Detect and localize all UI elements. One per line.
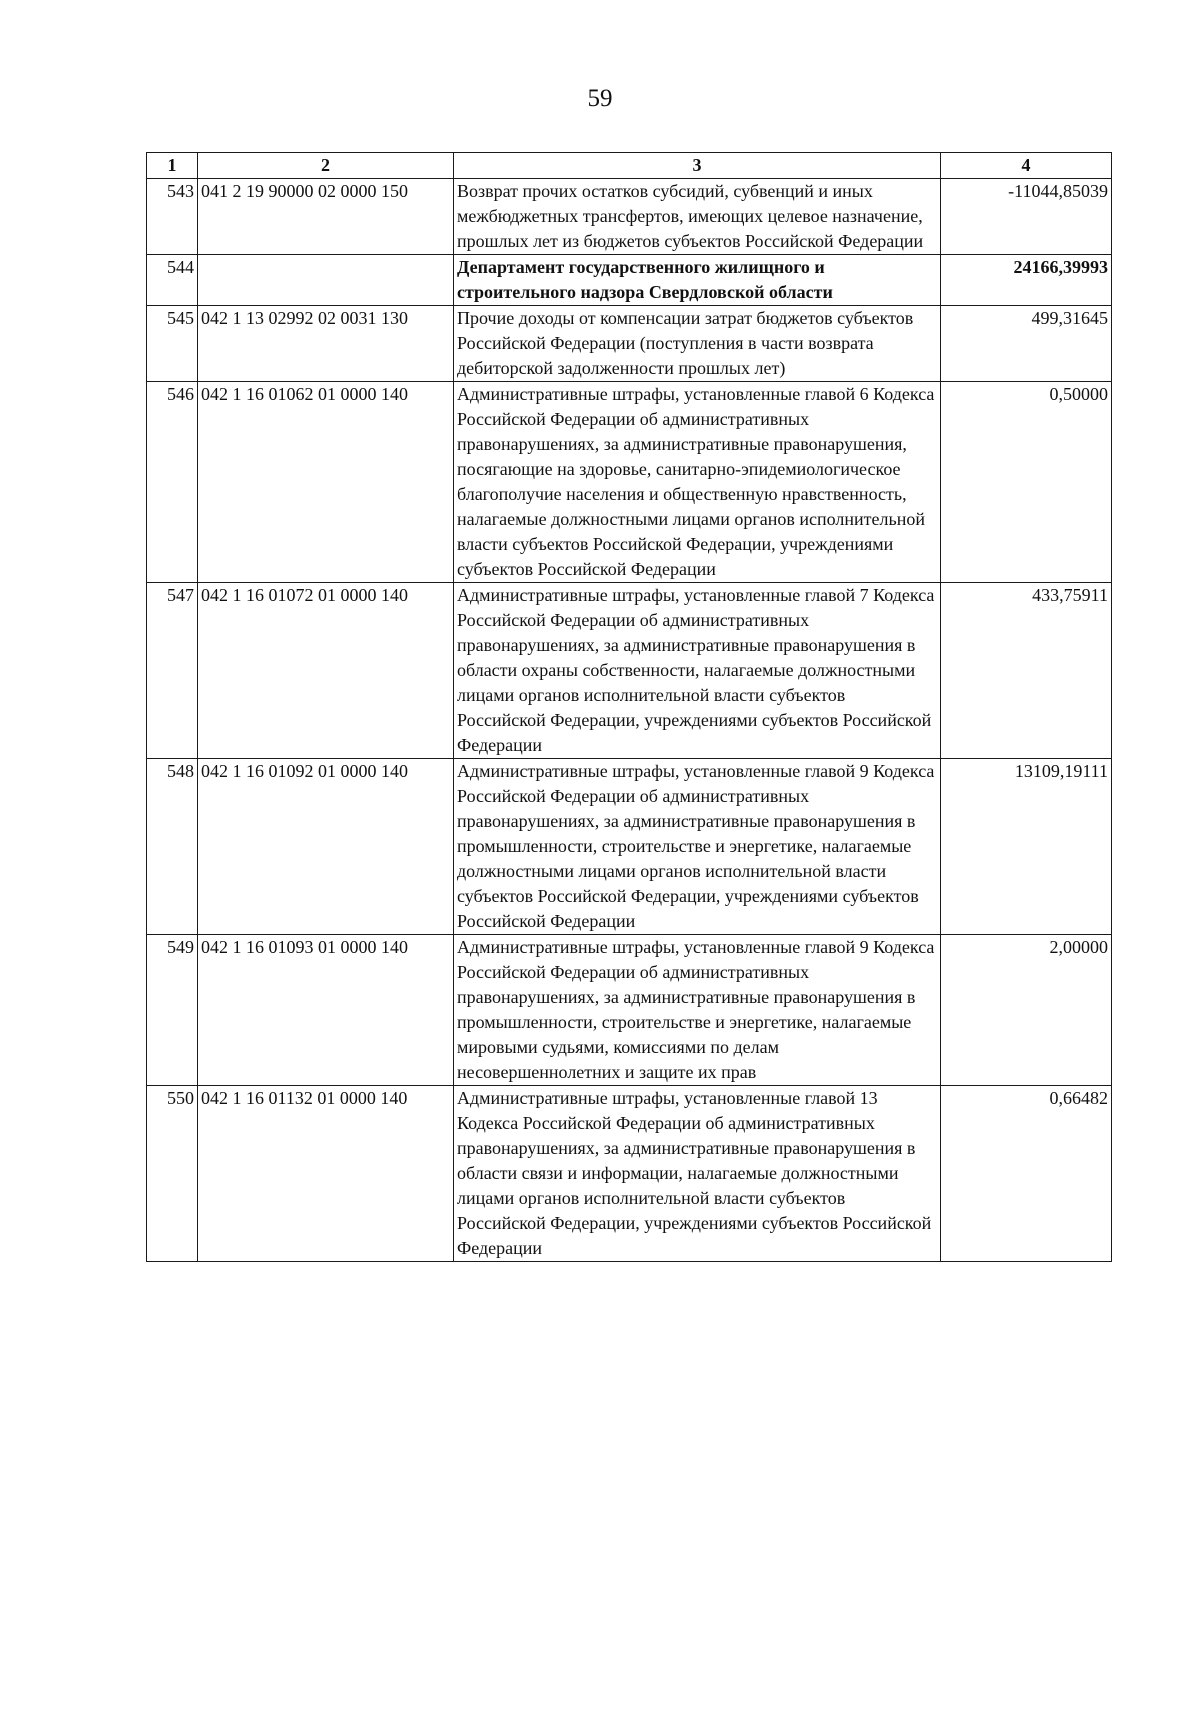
amount-cell: 433,75911 xyxy=(941,583,1112,759)
revenue-name-cell: Административные штрафы, установленные главой 6 Кодекса Российской Федерации об административных правонарушениях, за административные правонарушения, посягающие на здоровье, санитарно-эпидемиологическое благополучие населения и общественную нравственность, налагаемые должностными лицами органов исполнительной власти субъектов Российской Федерации, учреждениями субъектов Российской Федерации xyxy=(454,382,941,583)
amount-cell: 13109,19111 xyxy=(941,759,1112,935)
revenue-name-cell: Административные штрафы, установленные главой 9 Кодекса Российской Федерации об административных правонарушениях, за административные правонарушения в промышленности, строительстве и энергетике, налагаемые должностными лицами органов исполнительной власти субъектов Российской Федерации, учреждениями субъектов Российской Федерации xyxy=(454,759,941,935)
revenue-name-cell: Возврат прочих остатков субсидий, субвенций и иных межбюджетных трансфертов, имеющих целевое назначение, прошлых лет из бюджетов субъектов Российской Федерации xyxy=(454,179,941,255)
classification-code-cell xyxy=(198,255,454,306)
table-row xyxy=(147,1086,1112,1262)
table-body xyxy=(147,179,1112,1262)
row-number-cell: 546 xyxy=(147,382,198,583)
budget-table xyxy=(146,152,1112,1262)
table-row xyxy=(147,255,1112,306)
revenue-name-cell: Прочие доходы от компенсации затрат бюджетов субъектов Российской Федерации (поступления в части возврата дебиторской задолженности прошлых лет) xyxy=(454,306,941,382)
row-number-cell: 544 xyxy=(147,255,198,306)
amount-cell: 0,50000 xyxy=(941,382,1112,583)
amount-cell: 499,31645 xyxy=(941,306,1112,382)
revenue-name-cell: Административные штрафы, установленные главой 9 Кодекса Российской Федерации об административных правонарушениях, за административные правонарушения в промышленности, строительстве и энергетике, налагаемые мировыми судьями, комиссиями по делам несовершеннолетних и защите их прав xyxy=(454,935,941,1086)
classification-code-cell: 041 2 19 90000 02 0000 150 xyxy=(198,179,454,255)
table-row xyxy=(147,759,1112,935)
classification-code-cell: 042 1 16 01132 01 0000 140 xyxy=(198,1086,454,1262)
column-header: 2 xyxy=(198,153,454,179)
table-row xyxy=(147,306,1112,382)
amount-cell: 0,66482 xyxy=(941,1086,1112,1262)
revenue-name-cell: Департамент государственного жилищного и строительного надзора Свердловской области xyxy=(454,255,941,306)
classification-code-cell: 042 1 16 01092 01 0000 140 xyxy=(198,759,454,935)
page-number: 59 xyxy=(587,85,613,112)
classification-code-cell: 042 1 16 01072 01 0000 140 xyxy=(198,583,454,759)
amount-cell: -11044,85039 xyxy=(941,179,1112,255)
classification-code-cell: 042 1 13 02992 02 0031 130 xyxy=(198,306,454,382)
row-number-cell: 543 xyxy=(147,179,198,255)
row-number-cell: 548 xyxy=(147,759,198,935)
row-number-cell: 547 xyxy=(147,583,198,759)
revenue-name-cell: Административные штрафы, установленные главой 7 Кодекса Российской Федерации об административных правонарушениях, за административные правонарушения в области охраны собственности, налагаемые должностными лицами органов исполнительной власти субъектов Российской Федерации, учреждениями субъектов Российской Федерации xyxy=(454,583,941,759)
table-row xyxy=(147,179,1112,255)
row-number-cell: 549 xyxy=(147,935,198,1086)
table-row xyxy=(147,382,1112,583)
amount-cell: 24166,39993 xyxy=(941,255,1112,306)
column-header: 1 xyxy=(147,153,198,179)
classification-code-cell: 042 1 16 01093 01 0000 140 xyxy=(198,935,454,1086)
table-row xyxy=(147,583,1112,759)
row-number-cell: 550 xyxy=(147,1086,198,1262)
revenue-name-cell: Административные штрафы, установленные главой 13 Кодекса Российской Федерации об административных правонарушениях, за административные правонарушения в области связи и информации, налагаемые должностными лицами органов исполнительной власти субъектов Российской Федерации, учреждениями субъектов Российской Федерации xyxy=(454,1086,941,1262)
column-header: 4 xyxy=(941,153,1112,179)
classification-code-cell: 042 1 16 01062 01 0000 140 xyxy=(198,382,454,583)
row-number-cell: 545 xyxy=(147,306,198,382)
table-row xyxy=(147,935,1112,1086)
table-header-row xyxy=(147,153,1112,179)
amount-cell: 2,00000 xyxy=(941,935,1112,1086)
column-header: 3 xyxy=(454,153,941,179)
